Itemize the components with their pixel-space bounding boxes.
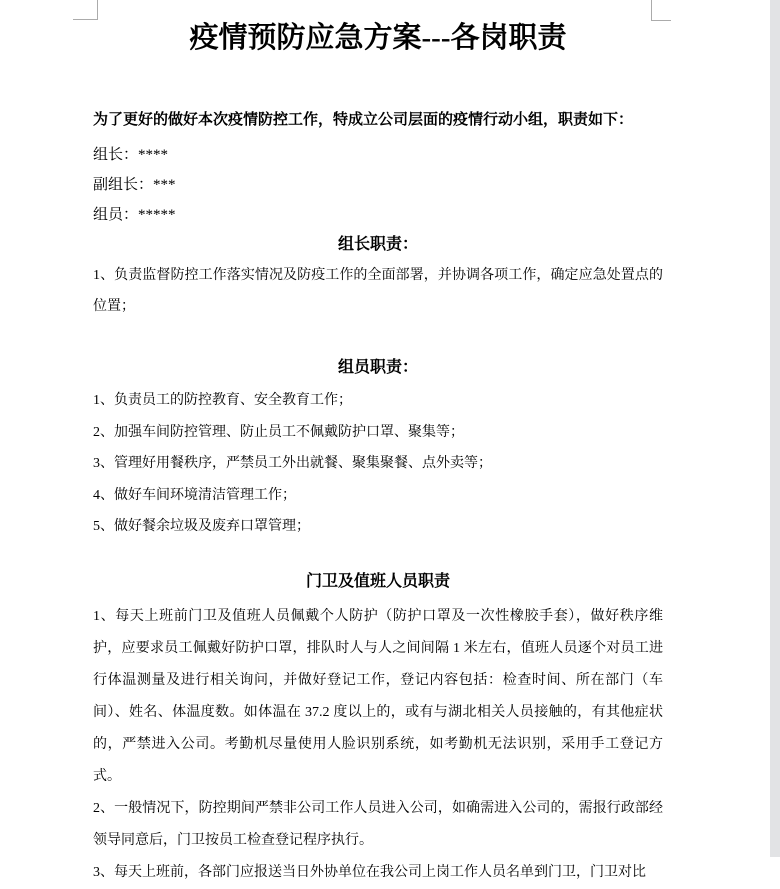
team-roster	[93, 140, 663, 230]
list-item: 2、加强车间防控管理、防止员工不佩戴防护口罩、聚集等；	[93, 424, 464, 440]
intro-paragraph: 为了更好的做好本次疫情防控工作，特成立公司层面的疫情行动小组，职责如下：	[93, 112, 634, 128]
paragraph: 2、一般情况下，防控期间严禁非公司工作人员进入公司，如确需进入公司的，需报行政部经领导同意后，门卫按员工检查登记程序执行。	[93, 800, 663, 848]
paragraph: 1、负责监督防控工作落实情况及防疫工作的全面部署，并协调各项工作，确定应急处置点的位置；	[93, 268, 663, 314]
page-outside-area	[770, 0, 780, 857]
section-guard-duties	[93, 567, 663, 889]
paragraph: 3、每天上班前，各部门应报送当日外协单位在我公司上岗工作人员名单到门卫，门卫对比	[93, 864, 646, 880]
team-deputy-leader-line: 副组长：***	[93, 177, 176, 193]
section-member-duties-heading: 组员职责：	[337, 359, 418, 376]
paragraph: 1、每天上班前门卫及值班人员佩戴个人防护（防护口罩及一次性橡胶手套），做好秩序维护，应要求员工佩戴好防护口罩，排队时人与人之间间隔 1 米左右，值班人员逐个对员工进行体温测量及进行相关询问，并做好登记工作，登记内容包括：检查时间、所在部门（车间）、姓名、体温度数。如体温在 37.2 度以上的，或有与湖北相关人员接触的，有其他症状的，严禁进入公司。考勤机尽量使用人脸识别系统，如考勤机无法识别，采用手工登记方式。	[93, 608, 663, 784]
section-member-duties	[93, 353, 663, 543]
document-title: 疫情预防应急方案---各岗职责	[189, 22, 567, 54]
section-leader-duties-heading: 组长职责：	[337, 236, 418, 253]
team-leader-line: 组长：****	[93, 147, 169, 163]
section-guard-duties-heading: 门卫及值班人员职责	[305, 572, 450, 590]
list-item: 4、做好车间环境清洁管理工作；	[93, 487, 296, 503]
list-item: 5、做好餐余垃圾及废弃口罩管理；	[93, 519, 310, 534]
list-item: 3、管理好用餐秩序，严禁员工外出就餐、聚集聚餐、点外卖等；	[93, 456, 492, 471]
document-content	[93, 0, 663, 889]
list-item: 1、负责员工的防控教育、安全教育工作；	[93, 393, 352, 408]
section-leader-duties	[93, 230, 663, 322]
team-members-line: 组员：*****	[93, 207, 176, 223]
